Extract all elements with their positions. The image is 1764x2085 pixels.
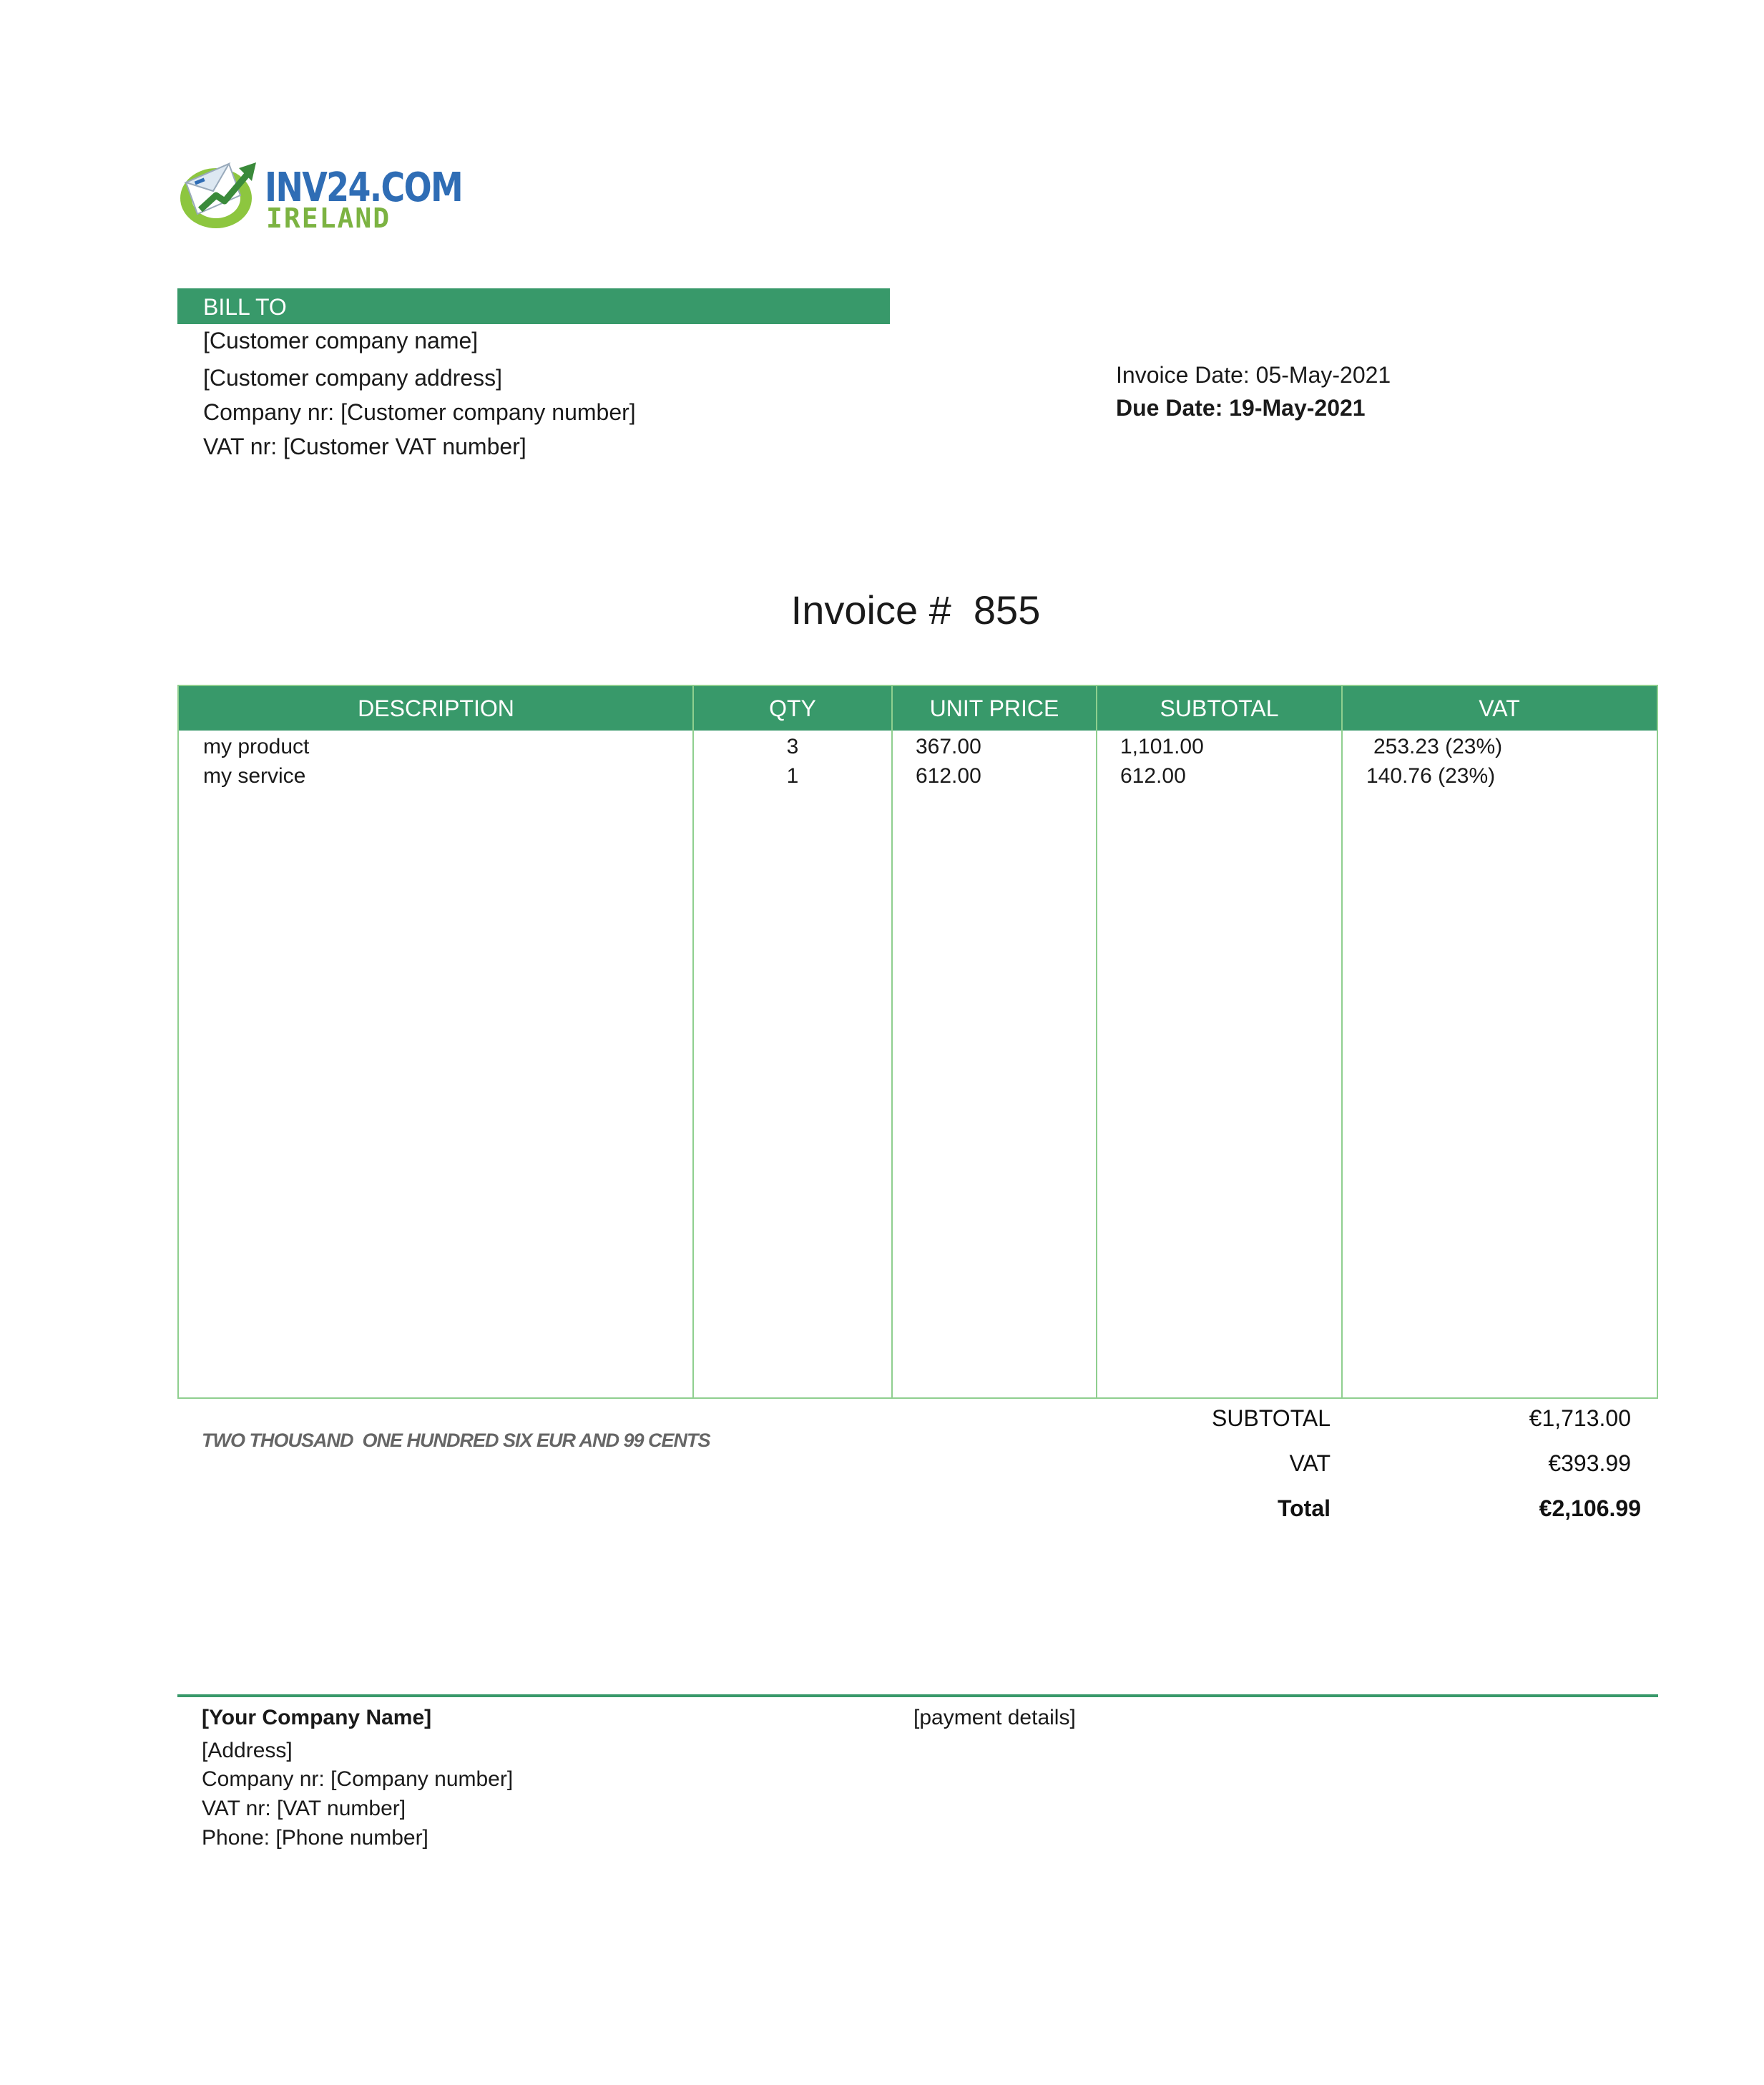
customer-company-number: Company nr: [Customer company number] bbox=[203, 399, 636, 425]
header-subtotal: SUBTOTAL bbox=[1160, 695, 1279, 721]
your-company-address: [Address] bbox=[202, 1739, 293, 1762]
header-qty: QTY bbox=[769, 695, 816, 721]
vat-value: €393.99 bbox=[1548, 1450, 1631, 1476]
logo-text-primary: INV24.COM bbox=[265, 165, 463, 211]
line-items-table bbox=[177, 685, 1658, 1399]
header-vat: VAT bbox=[1479, 695, 1520, 721]
payment-details: [payment details] bbox=[913, 1706, 1076, 1729]
row-2-qty: 1 bbox=[786, 764, 799, 788]
row-2-subtotal: 612.00 bbox=[1120, 764, 1186, 788]
header-unit-price: UNIT PRICE bbox=[929, 695, 1059, 721]
vat-label: VAT bbox=[1289, 1450, 1331, 1476]
due-date: Due Date: 19-May-2021 bbox=[1116, 395, 1366, 421]
column-divider bbox=[1096, 686, 1097, 1397]
row-2-unit-price: 612.00 bbox=[916, 764, 981, 788]
subtotal-label: SUBTOTAL bbox=[1212, 1405, 1331, 1431]
row-1-description: my product bbox=[203, 735, 310, 758]
subtotal-value: €1,713.00 bbox=[1529, 1405, 1631, 1431]
row-1-qty: 3 bbox=[786, 735, 799, 758]
total-label: Total bbox=[1277, 1495, 1331, 1521]
customer-vat-number: VAT nr: [Customer VAT number] bbox=[203, 434, 526, 459]
footer-divider bbox=[177, 1694, 1658, 1697]
table-header bbox=[179, 686, 1657, 731]
your-company-name: [Your Company Name] bbox=[202, 1706, 432, 1729]
row-2-description: my service bbox=[203, 764, 306, 788]
invoice-title: Invoice # 855 bbox=[790, 587, 1041, 633]
logo-text-secondary: IRELAND bbox=[266, 202, 391, 234]
your-company-number: Company nr: [Company number] bbox=[202, 1767, 514, 1791]
customer-company-address: [Customer company address] bbox=[203, 365, 502, 391]
company-logo bbox=[179, 154, 463, 240]
customer-company-name: [Customer company name] bbox=[203, 328, 479, 353]
column-divider bbox=[692, 686, 694, 1397]
total-value: €2,106.99 bbox=[1539, 1495, 1641, 1521]
bill-to-label: BILL TO bbox=[203, 294, 287, 320]
header-description: DESCRIPTION bbox=[358, 695, 514, 721]
your-vat-number: VAT nr: [VAT number] bbox=[202, 1797, 406, 1820]
invoice-date: Invoice Date: 05-May-2021 bbox=[1116, 362, 1391, 388]
amount-in-words: TWO THOUSAND ONE HUNDRED SIX EUR AND 99 CENTS bbox=[202, 1430, 710, 1451]
column-divider bbox=[1341, 686, 1343, 1397]
row-1-vat: 253.23 (23%) bbox=[1373, 735, 1503, 758]
row-2-vat: 140.76 (23%) bbox=[1366, 764, 1496, 788]
envelope-arrow-icon bbox=[179, 154, 261, 233]
your-phone-number: Phone: [Phone number] bbox=[202, 1826, 428, 1850]
bill-to-header bbox=[177, 288, 890, 324]
row-1-unit-price: 367.00 bbox=[916, 735, 981, 758]
row-1-subtotal: 1,101.00 bbox=[1120, 735, 1204, 758]
column-divider bbox=[891, 686, 893, 1397]
